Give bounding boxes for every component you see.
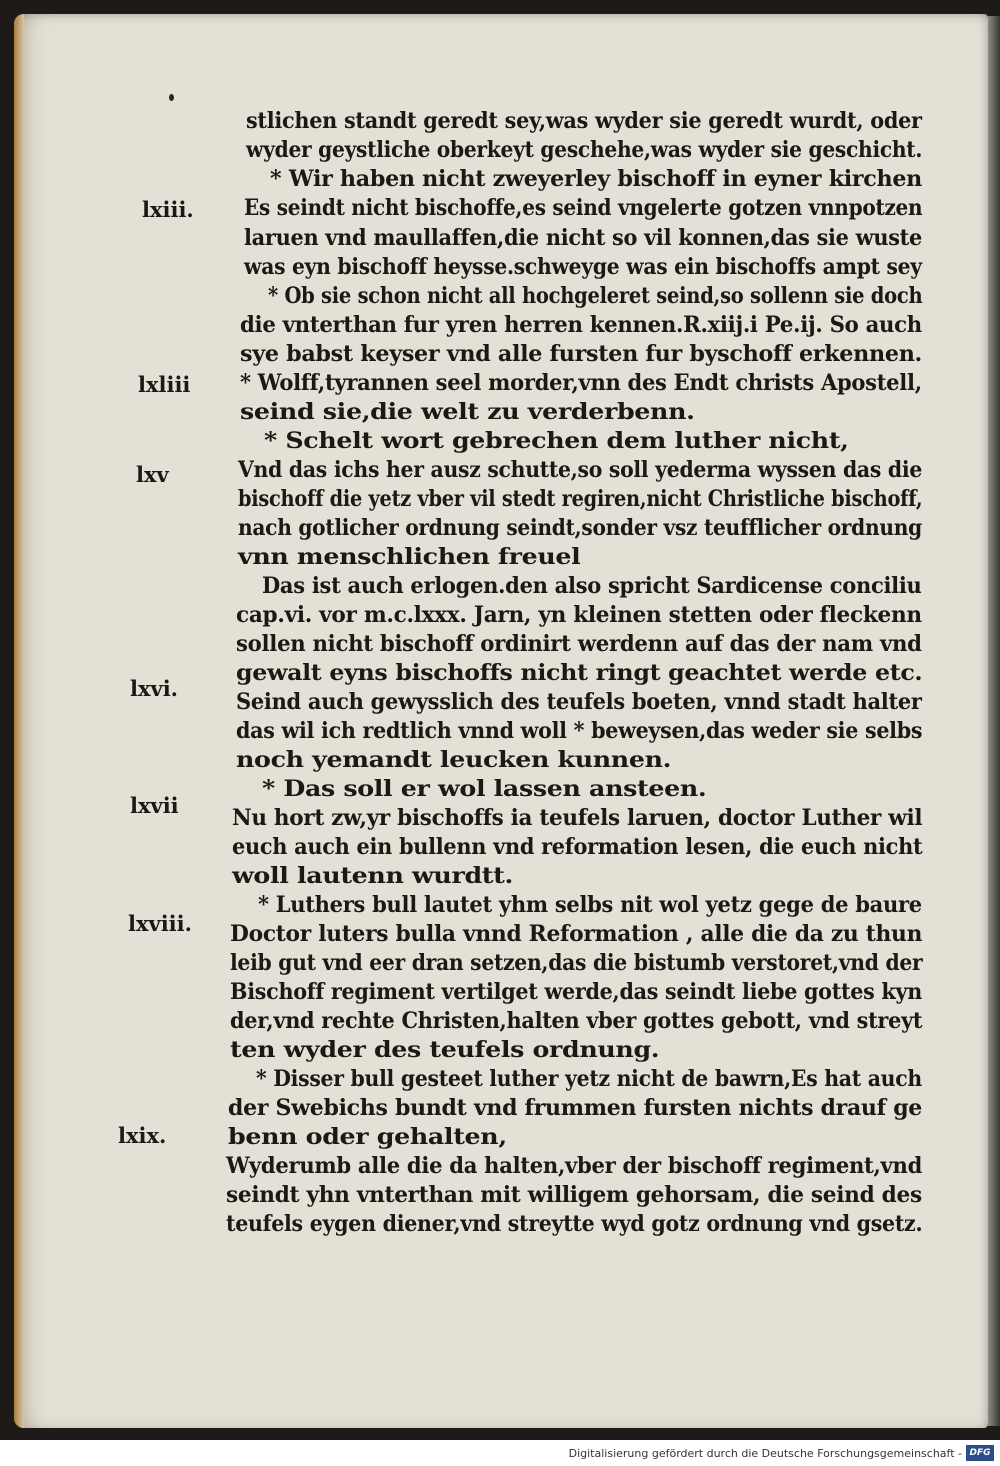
- text-line: * Schelt wort gebrechen dem luther nicht,: [264, 428, 849, 454]
- text-line: die vnterthan fur yren herren kennen.R.xiij.i Pe.ij. So auch: [240, 312, 922, 338]
- text-line: Nu hort zw,yr bischoffs ia teufels laruen, doctor Luther wil: [232, 805, 923, 831]
- text-line: * Wolff,tyrannen seel morder,vnn des Endt christs Apostell,: [240, 370, 922, 396]
- text-line: Wyderumb alle die da halten,vber der bischoff regiment,vnd: [226, 1153, 923, 1179]
- text-line: wyder geystliche oberkeyt geschehe,was wyder sie geschicht.: [246, 137, 923, 163]
- text-line: gewalt eyns bischoffs nicht ringt geachtet werde etc.: [236, 660, 923, 686]
- text-line: Vnd das ichs her ausz schutte,so soll yederma wyssen das die: [238, 457, 923, 483]
- margin-note: lxv: [136, 462, 169, 487]
- footer-bar: [0, 1440, 1000, 1466]
- text-line: Das ist auch erlogen.den also spricht Sardicense conciliu: [262, 573, 922, 599]
- text-line: * Disser bull gesteet luther yetz nicht de bawrn,Es hat auch: [256, 1066, 922, 1092]
- dfg-logo-icon: DFG: [966, 1445, 994, 1461]
- text-line: Bischoff regiment vertilget werde,das seindt liebe gottes kyn: [230, 979, 922, 1005]
- text-line: seindt yhn vnterthan mit willigem gehorsam, die seind des: [226, 1182, 922, 1208]
- text-line: der Swebichs bundt vnd frummen fursten nichts drauf ge: [228, 1095, 923, 1121]
- text-line: stlichen standt geredt sey,was wyder sie geredt wurdt, oder: [246, 108, 922, 134]
- margin-note: lxliii: [138, 372, 191, 397]
- text-line: seind sie,die welt zu verderbenn.: [240, 399, 695, 425]
- margin-note: lxvi.: [130, 676, 178, 701]
- text-line: nach gotlicher ordnung seindt,sonder vsz teufflicher ordnung: [238, 515, 922, 541]
- text-line: * Luthers bull lautet yhm selbs nit wol yetz gege de baure: [258, 892, 922, 918]
- text-line: * Ob sie schon nicht all hochgeleret seind,so sollenn sie doch: [268, 283, 923, 309]
- text-line: sye babst keyser vnd alle fursten fur byschoff erkennen.: [240, 341, 922, 367]
- text-line: * Wir haben nicht zweyerley bischoff in eyner kirchen: [270, 166, 923, 192]
- text-line: ten wyder des teufels ordnung.: [230, 1037, 660, 1063]
- page-gutter-edge: [14, 14, 24, 1428]
- text-line: woll lautenn wurdtt.: [232, 863, 513, 889]
- text-line: sollen nicht bischoff ordinirt werdenn auf das der nam vnd: [236, 631, 922, 657]
- text-line: vnn menschlichen freuel: [238, 544, 581, 570]
- text-line: teufels eygen diener,vnd streytte wyd gotz ordnung vnd gsetz.: [226, 1211, 923, 1237]
- margin-note: lxvii: [130, 793, 179, 818]
- text-line: cap.vi. vor m.c.lxxx. Jarn, yn kleinen stetten oder fleckenn: [236, 602, 922, 628]
- text-line: bischoff die yetz vber vil stedt regiren,nicht Christliche bischoff,: [238, 486, 923, 512]
- text-line: benn oder gehalten,: [228, 1124, 507, 1150]
- text-line: Doctor luters bulla vnnd Reformation , alle die da zu thun: [230, 921, 923, 947]
- margin-note: lxiii.: [142, 197, 194, 222]
- text-line: Seind auch gewysslich des teufels boeten, vnnd stadt halter: [236, 689, 922, 715]
- text-line: laruen vnd maullaffen,die nicht so vil konnen,das sie wuste: [244, 225, 923, 251]
- footer-credit: Digitalisierung gefördert durch die Deutsche Forschungsgemeinschaft -: [568, 1447, 962, 1460]
- text-line: leib gut vnd eer dran setzen,das die bistumb verstoret,vnd der: [230, 950, 923, 976]
- text-line: was eyn bischoff heysse.schweyge was ein bischoffs ampt sey: [244, 254, 922, 280]
- text-line: der,vnd rechte Christen,halten vber gottes gebott, vnd streyt: [230, 1008, 923, 1034]
- text-line: das wil ich redtlich vnnd woll * beweysen,das weder sie selbs: [236, 718, 923, 744]
- margin-note: lxix.: [118, 1123, 167, 1148]
- text-line: noch yemandt leucken kunnen.: [236, 747, 672, 773]
- text-line: Es seindt nicht bischoffe,es seind vngelerte gotzen vnnpotzen: [244, 195, 923, 221]
- text-line: euch auch ein bullenn vnd reformation lesen, die euch nicht: [232, 834, 923, 860]
- text-line: * Das soll er wol lassen ansteen.: [262, 776, 707, 802]
- ink-speck: [169, 94, 174, 101]
- margin-note: lxviii.: [128, 911, 192, 936]
- page-stack-edge: [988, 16, 1000, 1426]
